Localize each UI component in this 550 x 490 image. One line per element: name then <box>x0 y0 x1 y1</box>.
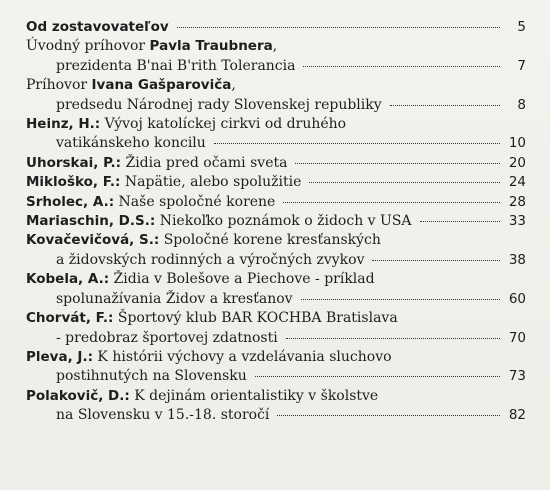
dot-leader <box>283 202 500 203</box>
toc-page-number: 60 <box>508 290 526 307</box>
toc-entry-plain-text: , <box>272 38 278 55</box>
toc-entry-plain-text: - predobraz športovej zdatnosti <box>56 329 278 346</box>
toc-entry-text <box>26 76 236 95</box>
toc-entry-bold-text: Uhorskai, P.: <box>26 154 122 171</box>
toc-entry-text <box>26 18 169 37</box>
dot-leader <box>303 66 500 67</box>
toc-entry-plain-text: predsedu Národnej rady Slovenskej republiky <box>56 96 382 113</box>
toc-entry <box>26 309 526 348</box>
dot-leader <box>295 163 500 164</box>
toc-entry-plain-text: Židia v Bolešove a Piechove - príklad <box>109 271 375 288</box>
toc-entry-plain-text: Naše spoločné korene <box>114 193 276 210</box>
toc-entry <box>26 231 526 270</box>
toc-entry <box>26 37 526 76</box>
dot-leader <box>301 299 500 300</box>
toc-page-number: 38 <box>508 251 526 268</box>
toc-page-number: 5 <box>517 19 526 35</box>
toc-entry-bold-text: Kobela, A.: <box>26 271 110 288</box>
toc-entry-text <box>26 212 412 231</box>
toc-entry <box>26 154 526 173</box>
toc-entry-bold-text: Heinz, H.: <box>26 116 101 133</box>
toc-entry-bold-text: Pavla Traubnera <box>149 38 273 55</box>
toc-entry-continuation-line <box>26 406 526 425</box>
toc-entry-line <box>26 193 526 212</box>
toc-entry-plain-text: Spoločné korene kresťanských <box>159 232 381 249</box>
toc-page-number: 24 <box>508 174 526 191</box>
toc-entry-bold-text: Mariaschin, D.S.: <box>26 213 156 230</box>
toc-entry-text <box>26 270 375 289</box>
toc-page-number: 70 <box>508 329 526 346</box>
toc-entry-continuation-line <box>26 251 526 270</box>
toc-entry-bold-text: Mikloško, F.: <box>26 174 121 191</box>
toc-entry <box>26 193 526 212</box>
toc-entry-text <box>26 231 381 250</box>
toc-entry-line <box>26 76 526 95</box>
dot-leader <box>420 221 500 222</box>
dot-leader <box>277 415 500 416</box>
toc-page-number: 8 <box>517 96 526 113</box>
toc-entry-line <box>26 348 526 367</box>
toc-entry <box>26 76 526 115</box>
toc-entry-bold-text: Srholec, A.: <box>26 193 115 210</box>
toc-entry-continuation-line <box>26 134 526 153</box>
toc-entry-plain-text: Napätie, alebo spolužitie <box>120 174 302 191</box>
toc-entry-plain-text: spolunažívania Židov a kresťanov <box>56 290 293 307</box>
toc-entry-bold-text: Chorvát, F.: <box>26 310 114 327</box>
toc-entry-bold-text: Od zostavovateľov <box>26 19 169 35</box>
toc-entry-text <box>26 115 346 134</box>
toc-entry <box>26 115 526 154</box>
table-of-contents <box>26 18 526 426</box>
toc-entry-continuation-line <box>26 367 526 386</box>
toc-page-number: 7 <box>517 57 526 74</box>
toc-entry-plain-text: Príhovor <box>26 77 92 94</box>
toc-entry-plain-text: na Slovensku v 15.-18. storočí <box>56 407 270 424</box>
toc-entry-text <box>26 387 378 406</box>
toc-entry <box>26 173 526 192</box>
toc-entry-continuation-line <box>26 57 526 76</box>
toc-entry-text <box>26 309 398 328</box>
toc-entry-continuation-line <box>26 96 526 115</box>
toc-entry-plain-text: postihnutých na Slovensku <box>56 368 247 385</box>
toc-entry-line <box>26 173 526 192</box>
dot-leader <box>372 260 500 261</box>
dot-leader <box>390 105 500 106</box>
toc-entry <box>26 348 526 387</box>
toc-entry-text <box>56 406 269 425</box>
toc-entry-bold-text: Ivana Gašparoviča <box>91 77 232 94</box>
toc-page-number: 10 <box>508 135 526 152</box>
dot-leader <box>214 143 500 144</box>
toc-entry-text <box>26 173 301 192</box>
toc-page-number: 33 <box>508 213 526 230</box>
toc-entry-plain-text: K histórii výchovy a vzdelávania sluchovo <box>92 348 392 365</box>
toc-entry-bold-text: Polakovič, D.: <box>26 387 130 404</box>
toc-entry <box>26 270 526 309</box>
dot-leader <box>255 376 500 377</box>
toc-entry-text <box>26 154 287 173</box>
toc-entry-text <box>56 134 206 153</box>
toc-entry <box>26 212 526 231</box>
toc-entry-text <box>56 290 293 309</box>
toc-page-number: 20 <box>508 154 526 171</box>
toc-entry <box>26 18 526 37</box>
toc-entry-text <box>56 96 382 115</box>
toc-entry-plain-text: Úvodný príhovor <box>26 38 150 55</box>
toc-entry-plain-text: Niekoľko poznámok o židoch v USA <box>155 213 412 230</box>
toc-entry-text <box>26 193 275 212</box>
toc-entry-plain-text: Židia pred očami sveta <box>121 154 288 171</box>
dot-leader <box>286 338 500 339</box>
toc-entry-text <box>56 329 278 348</box>
toc-entry-line <box>26 270 526 289</box>
toc-entry <box>26 387 526 426</box>
toc-entry-plain-text: , <box>231 77 236 94</box>
toc-entry-text <box>56 367 247 386</box>
dot-leader <box>177 27 500 28</box>
toc-entry-plain-text: prezidenta B'nai B'rith Tolerancia <box>56 57 296 74</box>
toc-entry-line <box>26 37 526 56</box>
toc-entry-line <box>26 154 526 173</box>
toc-entry-plain-text: Športový klub BAR KOCHBA Bratislava <box>113 310 398 327</box>
toc-entry-line <box>26 387 526 406</box>
toc-entry-plain-text: K dejinám orientalistiky v školstve <box>129 387 379 404</box>
toc-entry-text <box>56 251 364 270</box>
toc-entry-continuation-line <box>26 329 526 348</box>
toc-entry-line <box>26 115 526 134</box>
toc-entry-bold-text: Kovačevičová, S.: <box>26 232 160 249</box>
toc-entry-line <box>26 309 526 328</box>
toc-entry-plain-text: Vývoj katolíckej cirkvi od druhého <box>100 116 347 133</box>
toc-entry-bold-text: Pleva, J.: <box>26 348 93 365</box>
dot-leader <box>309 182 500 183</box>
toc-page-number: 82 <box>508 407 526 424</box>
toc-entry-continuation-line <box>26 290 526 309</box>
toc-page-number: 28 <box>508 193 526 210</box>
toc-entry-plain-text: vatikánskeho koncilu <box>56 135 206 152</box>
toc-entry-text <box>26 37 277 56</box>
toc-entry-line <box>26 212 526 231</box>
toc-page-number: 73 <box>508 368 526 385</box>
toc-entry-text <box>56 57 295 76</box>
toc-entry-line <box>26 231 526 250</box>
toc-entry-plain-text: a židovských rodinných a výročných zvykov <box>56 251 365 268</box>
toc-entry-line <box>26 18 526 37</box>
toc-entry-text <box>26 348 392 367</box>
